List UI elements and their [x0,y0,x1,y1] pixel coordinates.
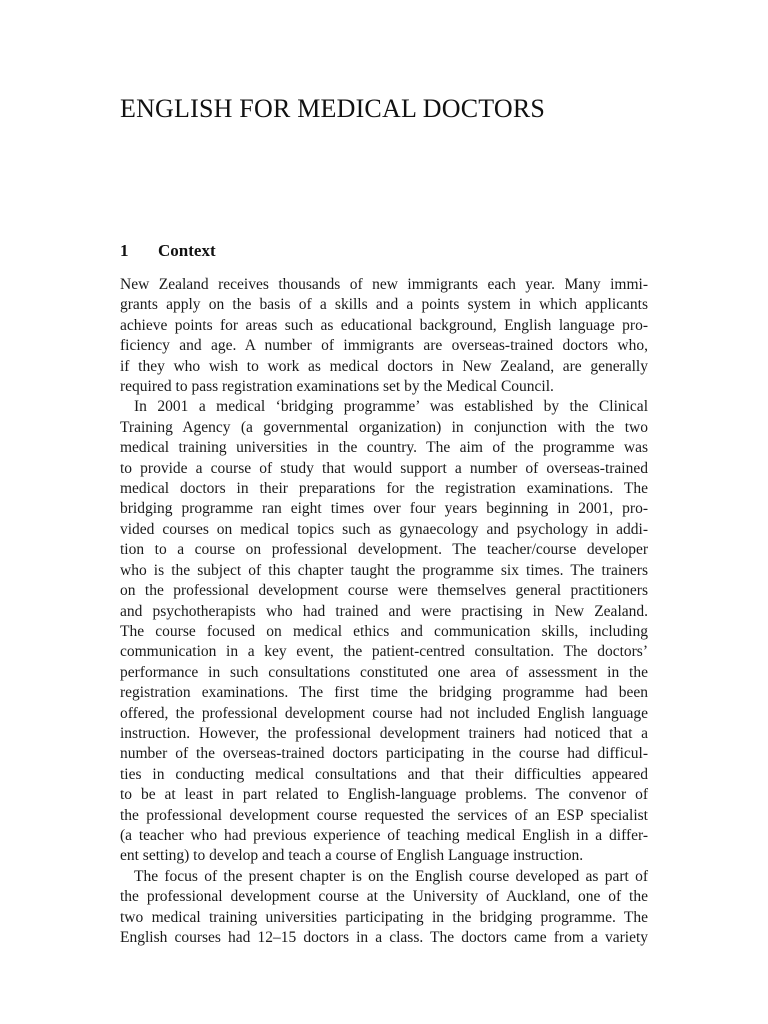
text-line: English courses had 12–15 doctors in a class. The doctors came from a variety [120,929,648,946]
text-line: New Zealand receives thousands of new immigrants each year. Many immi- [120,276,648,293]
body-paragraph [120,867,648,949]
text-line: medical training universities in the country. The aim of the programme was [120,439,648,457]
text-line: offered, the professional development course had not included English language [120,704,648,722]
text-line: the professional development course requested the services of an ESP specialist [120,806,648,824]
text-line: if they who wish to work as medical doctors in New Zealand, are generally [120,357,648,375]
text-line: registration examinations. The first time the bridging programme had been [120,684,648,702]
text-line: In 2001 a medical ‘bridging programme’ was established by the Clinical [134,398,648,416]
text-line: on the professional development course were themselves general practitioners [120,582,648,600]
text-line: tion to a course on professional development. The teacher/course developer [120,541,648,559]
text-line: to be at least in part related to English-language problems. The convenor of [120,786,648,804]
text-line: The focus of the present chapter is on the English course developed as part of [134,867,648,885]
text-line: medical doctors in their preparations for the registration examinations. The [120,480,648,498]
chapter-title: ENGLISH FOR MEDICAL DOCTORS [120,94,546,123]
text-line: performance in such consultations constituted one area of assessment in the [120,663,648,681]
text-line: bridging programme ran eight times over four years beginning in 2001, pro- [120,500,648,518]
text-line: the professional development course at the University of Auckland, one of the [120,888,648,906]
body-text [120,275,648,948]
text-line: The course focused on medical ethics and communication skills, including [120,622,648,640]
section-heading [120,241,216,261]
text-line: required to pass registration examinations set by the Medical Council. [120,378,554,396]
text-line: ficiency and age. A number of immigrants are overseas-trained doctors who, [120,337,648,355]
text-line: and psychotherapists who had trained and were practising in New Zealand. [120,602,648,620]
text-line: number of the overseas-trained doctors participating in the course had difficul- [120,745,648,763]
text-line: (a teacher who had previous experience of teaching medical English in a differ- [120,826,648,844]
text-line: ties in conducting medical consultations and that their difficulties appeared [120,765,648,783]
text-line: grants apply on the basis of a skills and a points system in which applicants [120,296,648,314]
text-line: ent setting) to develop and teach a course of English Language instruction. [120,847,584,865]
text-line: who is the subject of this chapter taught the programme six times. The trainers [120,561,648,579]
text-line: vided courses on medical topics such as gynaecology and psychology in addi- [120,520,648,538]
body-paragraph [120,275,648,397]
text-line: to provide a course of study that would support a number of overseas-trained [120,459,648,477]
section-heading-text: Context [158,241,216,260]
section-number: 1 [120,241,129,260]
text-line: achieve points for areas such as educational background, English language pro- [120,316,648,334]
body-paragraph [120,397,648,866]
text-line: instruction. However, the professional development trainers had noticed that a [120,724,648,742]
text-line: Training Agency (a governmental organization) in conjunction with the two [120,418,648,436]
text-line: communication in a key event, the patient-centred consultation. The doctors’ [120,643,648,661]
text-line: two medical training universities participating in the bridging programme. The [120,908,648,926]
